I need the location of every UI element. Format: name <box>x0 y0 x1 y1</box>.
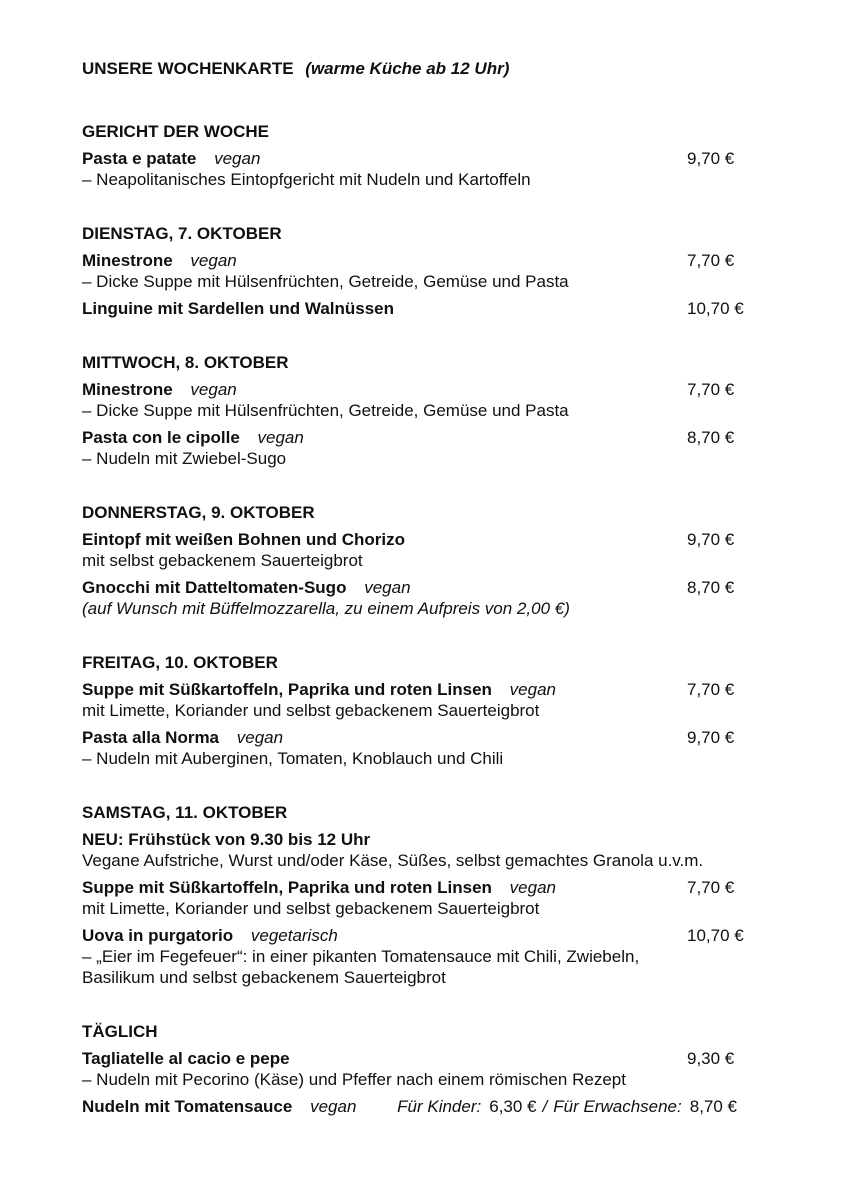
diet-tag: vegan <box>509 878 556 897</box>
menu-content <box>82 58 744 1117</box>
item-description: mit selbst gebackenem Sauerteigbrot <box>82 551 363 570</box>
item-description: – Nudeln mit Pecorino (Käse) und Pfeffer nach einem römischen Rezept <box>82 1070 626 1089</box>
menu-item <box>82 1096 737 1117</box>
menu-item <box>82 427 737 469</box>
menu-item <box>82 727 737 769</box>
item-name-line <box>82 925 744 946</box>
item-name: Uova in purgatorio <box>82 926 234 945</box>
item-name: Minestrone <box>82 251 173 270</box>
item-description: mit Limette, Koriander und selbst gebackenem Sauerteigbrot <box>82 899 540 918</box>
section-mittwoch <box>82 352 737 469</box>
page-title-note: (warme Küche ab 12 Uhr) <box>305 59 510 78</box>
item-name: Gnocchi mit Datteltomaten-Sugo <box>82 578 347 597</box>
erwachsene-label: Für Erwachsene: <box>553 1097 682 1116</box>
menu-item <box>82 148 737 190</box>
section-donnerstag <box>82 502 737 619</box>
item-description: (auf Wunsch mit Büffelmozzarella, zu einem Aufpreis von 2,00 €) <box>82 599 570 618</box>
kinder-price: 6,30 € <box>489 1097 537 1116</box>
section-heading: MITTWOCH, 8. OKTOBER <box>82 353 289 372</box>
item-name-line <box>82 250 737 271</box>
menu-item <box>82 379 737 421</box>
item-price: 7,70 € <box>687 680 735 699</box>
item-name-line <box>82 298 744 319</box>
menu-item <box>82 679 737 721</box>
item-name: Minestrone <box>82 380 173 399</box>
diet-tag: vegan <box>190 380 237 399</box>
item-price: 9,70 € <box>687 728 735 747</box>
diet-tag: vegan <box>236 728 284 747</box>
section-taeglich <box>82 1021 737 1117</box>
item-description: – Dicke Suppe mit Hülsenfrüchten, Getreide, Gemüse und Pasta <box>82 401 569 420</box>
section-heading: SAMSTAG, 11. OKTOBER <box>82 803 288 822</box>
item-name-line <box>82 577 737 598</box>
item-price: 9,70 € <box>687 149 735 168</box>
item-name-line <box>82 529 737 550</box>
page-title <box>82 58 737 79</box>
section-dienstag <box>82 223 744 319</box>
section-heading: TÄGLICH <box>82 1022 158 1041</box>
item-price: 7,70 € <box>687 380 735 399</box>
menu-item <box>82 877 737 919</box>
item-price: 9,70 € <box>687 530 735 549</box>
item-price: 8,70 € <box>687 428 735 447</box>
item-name-line <box>82 829 737 850</box>
item-price: 10,70 € <box>687 299 744 318</box>
item-description: – Nudeln mit Zwiebel-Sugo <box>82 449 287 468</box>
item-description: Vegane Aufstriche, Wurst und/oder Käse, Süßes, selbst gemachtes Granola u.v.m. <box>82 851 704 870</box>
diet-tag: vegan <box>190 251 237 270</box>
item-name-line <box>82 427 737 448</box>
menu-item <box>82 529 737 571</box>
item-name-line <box>82 1096 737 1117</box>
kinder-label: Für Kinder: <box>397 1097 482 1116</box>
item-description: – Nudeln mit Auberginen, Tomaten, Knoblauch und Chili <box>82 749 504 768</box>
section-samstag <box>82 802 744 988</box>
section-freitag <box>82 652 737 769</box>
section-heading: DIENSTAG, 7. OKTOBER <box>82 224 282 243</box>
item-name: Nudeln mit Tomatensauce <box>82 1097 293 1116</box>
item-name: NEU: Frühstück von 9.30 bis 12 Uhr <box>82 830 371 849</box>
item-price: 8,70 € <box>687 578 735 597</box>
diet-tag: vegan <box>364 578 411 597</box>
item-price: 7,70 € <box>687 878 735 897</box>
page-title-text: UNSERE WOCHENKARTE <box>82 59 294 78</box>
family-price <box>397 1096 737 1117</box>
section-heading: FREITAG, 10. OKTOBER <box>82 653 278 672</box>
price-separator: / <box>542 1097 548 1116</box>
menu-item <box>82 577 737 619</box>
diet-tag: vegan <box>310 1097 357 1116</box>
item-name: Suppe mit Süßkartoffeln, Paprika und roten Linsen <box>82 680 492 699</box>
erwachsene-price: 8,70 € <box>689 1097 737 1116</box>
item-name: Pasta con le cipolle <box>82 428 240 447</box>
section-heading: GERICHT DER WOCHE <box>82 122 269 141</box>
menu-item <box>82 925 744 988</box>
item-name-line <box>82 379 737 400</box>
item-name: Tagliatelle al cacio e pepe <box>82 1049 290 1068</box>
item-name-line <box>82 727 737 748</box>
item-name: Suppe mit Süßkartoffeln, Paprika und roten Linsen <box>82 878 492 897</box>
section-heading: DONNERSTAG, 9. OKTOBER <box>82 503 315 522</box>
item-description: – „Eier im Fegefeuer“: in einer pikanten Tomatensauce mit Chili, Zwiebeln, <box>82 947 640 966</box>
item-name: Pasta alla Norma <box>82 728 220 747</box>
item-description-continued: Basilikum und selbst gebackenem Sauerteigbrot <box>82 968 446 987</box>
item-price: 9,30 € <box>687 1049 735 1068</box>
diet-tag: vegetarisch <box>250 926 338 945</box>
menu-item <box>82 250 737 292</box>
item-name-line <box>82 679 737 700</box>
menu-item <box>82 1048 737 1090</box>
diet-tag: vegan <box>257 428 304 447</box>
section-gericht-der-woche <box>82 121 737 190</box>
menu-item <box>82 298 744 319</box>
item-price: 10,70 € <box>687 926 744 945</box>
item-name: Linguine mit Sardellen und Walnüssen <box>82 299 395 318</box>
item-name-line <box>82 877 737 898</box>
diet-tag: vegan <box>509 680 556 699</box>
menu-item <box>82 829 737 871</box>
item-name-line <box>82 148 737 169</box>
item-price: 7,70 € <box>687 251 735 270</box>
item-description: mit Limette, Koriander und selbst gebackenem Sauerteigbrot <box>82 701 540 720</box>
item-name-line <box>82 1048 737 1069</box>
diet-tag: vegan <box>214 149 261 168</box>
item-description: – Neapolitanisches Eintopfgericht mit Nudeln und Kartoffeln <box>82 170 531 189</box>
item-description: – Dicke Suppe mit Hülsenfrüchten, Getreide, Gemüse und Pasta <box>82 272 569 291</box>
item-name: Eintopf mit weißen Bohnen und Chorizo <box>82 530 405 549</box>
item-name: Pasta e patate <box>82 149 197 168</box>
